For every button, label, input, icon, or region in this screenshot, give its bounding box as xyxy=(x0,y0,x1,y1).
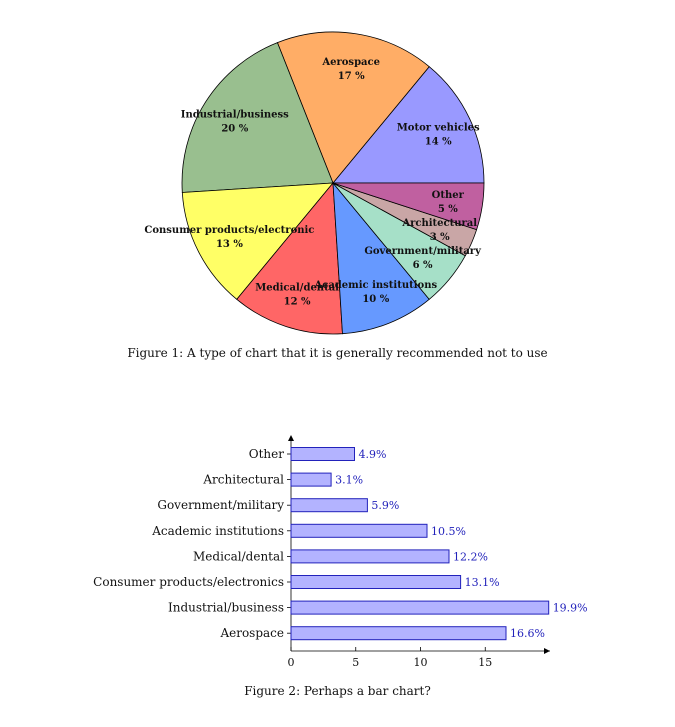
pie-value-other: 5 % xyxy=(437,204,458,216)
x-axis-arrow xyxy=(544,648,550,654)
bar-value-label: 10.5% xyxy=(431,524,466,538)
bar-architectural xyxy=(291,473,331,486)
pie-label-government-military: Government/military xyxy=(364,246,481,258)
pie-value-government-military: 6 % xyxy=(412,260,433,272)
pie-chart xyxy=(0,0,675,340)
bar-value-label: 3.1% xyxy=(335,473,364,487)
pie-value-aerospace: 17 % xyxy=(337,71,365,83)
pie-label-architectural: Architectural xyxy=(402,218,478,230)
bar-category-label: Consumer products/electronics xyxy=(93,575,284,589)
bar-value-label: 5.9% xyxy=(371,499,400,513)
figure2-caption: Figure 2: Perhaps a bar chart? xyxy=(244,684,431,698)
bar-industrial-business xyxy=(291,601,549,614)
pie-label-industrial-business: Industrial/business xyxy=(180,109,289,121)
bar-category-label: Medical/dental xyxy=(193,549,284,564)
pie-label-medical-dental: Medical/dental xyxy=(255,282,339,294)
bar-value-label: 4.9% xyxy=(358,448,387,461)
pie-value-academic-institutions: 10 % xyxy=(362,294,390,306)
bar-category-label: Architectural xyxy=(203,472,284,487)
bar-category-label: Academic institutions xyxy=(152,523,284,538)
pie-value-architectural: 3 % xyxy=(429,232,450,244)
bar-aerospace xyxy=(291,627,506,640)
pie-value-industrial-business: 20 % xyxy=(221,123,249,135)
x-tick-label: 5 xyxy=(352,656,360,669)
figure1-caption: Figure 1: A type of chart that it is generally recommended not to use xyxy=(127,346,548,360)
bar-value-label: 13.1% xyxy=(464,576,500,589)
pie-label-academic-institutions: Academic institutions xyxy=(314,280,438,292)
bar-government-military xyxy=(291,499,367,512)
pie-value-consumer-products-electronic: 13 % xyxy=(215,238,243,250)
pie-label-other: Other xyxy=(431,190,464,202)
bar-other xyxy=(291,448,355,461)
bar-consumer-products-electronics xyxy=(291,576,461,589)
bar-value-label: 12.2% xyxy=(453,550,488,564)
bar-chart xyxy=(0,420,675,680)
x-tick-label: 0 xyxy=(287,656,295,669)
x-tick-label: 10 xyxy=(413,656,428,669)
bar-academic-institutions xyxy=(291,524,427,537)
bar-category-label: Industrial/business xyxy=(167,600,284,615)
bar-category-label: Aerospace xyxy=(220,626,284,641)
pie-label-consumer-products-electronic: Consumer products/electronic xyxy=(144,224,315,236)
bar-category-label: Other xyxy=(248,447,284,461)
bar-medical-dental xyxy=(291,550,449,563)
bar-value-label: 19.9% xyxy=(552,601,588,615)
pie-label-motor-vehicles: Motor vehicles xyxy=(396,122,480,134)
pie-value-medical-dental: 12 % xyxy=(283,296,311,308)
pie-value-motor-vehicles: 14 % xyxy=(424,136,452,148)
x-tick-label: 15 xyxy=(478,656,493,669)
y-axis-arrow xyxy=(288,435,294,441)
pie-label-aerospace: Aerospace xyxy=(322,57,381,69)
bar-value-label: 16.6% xyxy=(510,627,545,641)
bar-category-label: Government/military xyxy=(157,498,284,513)
